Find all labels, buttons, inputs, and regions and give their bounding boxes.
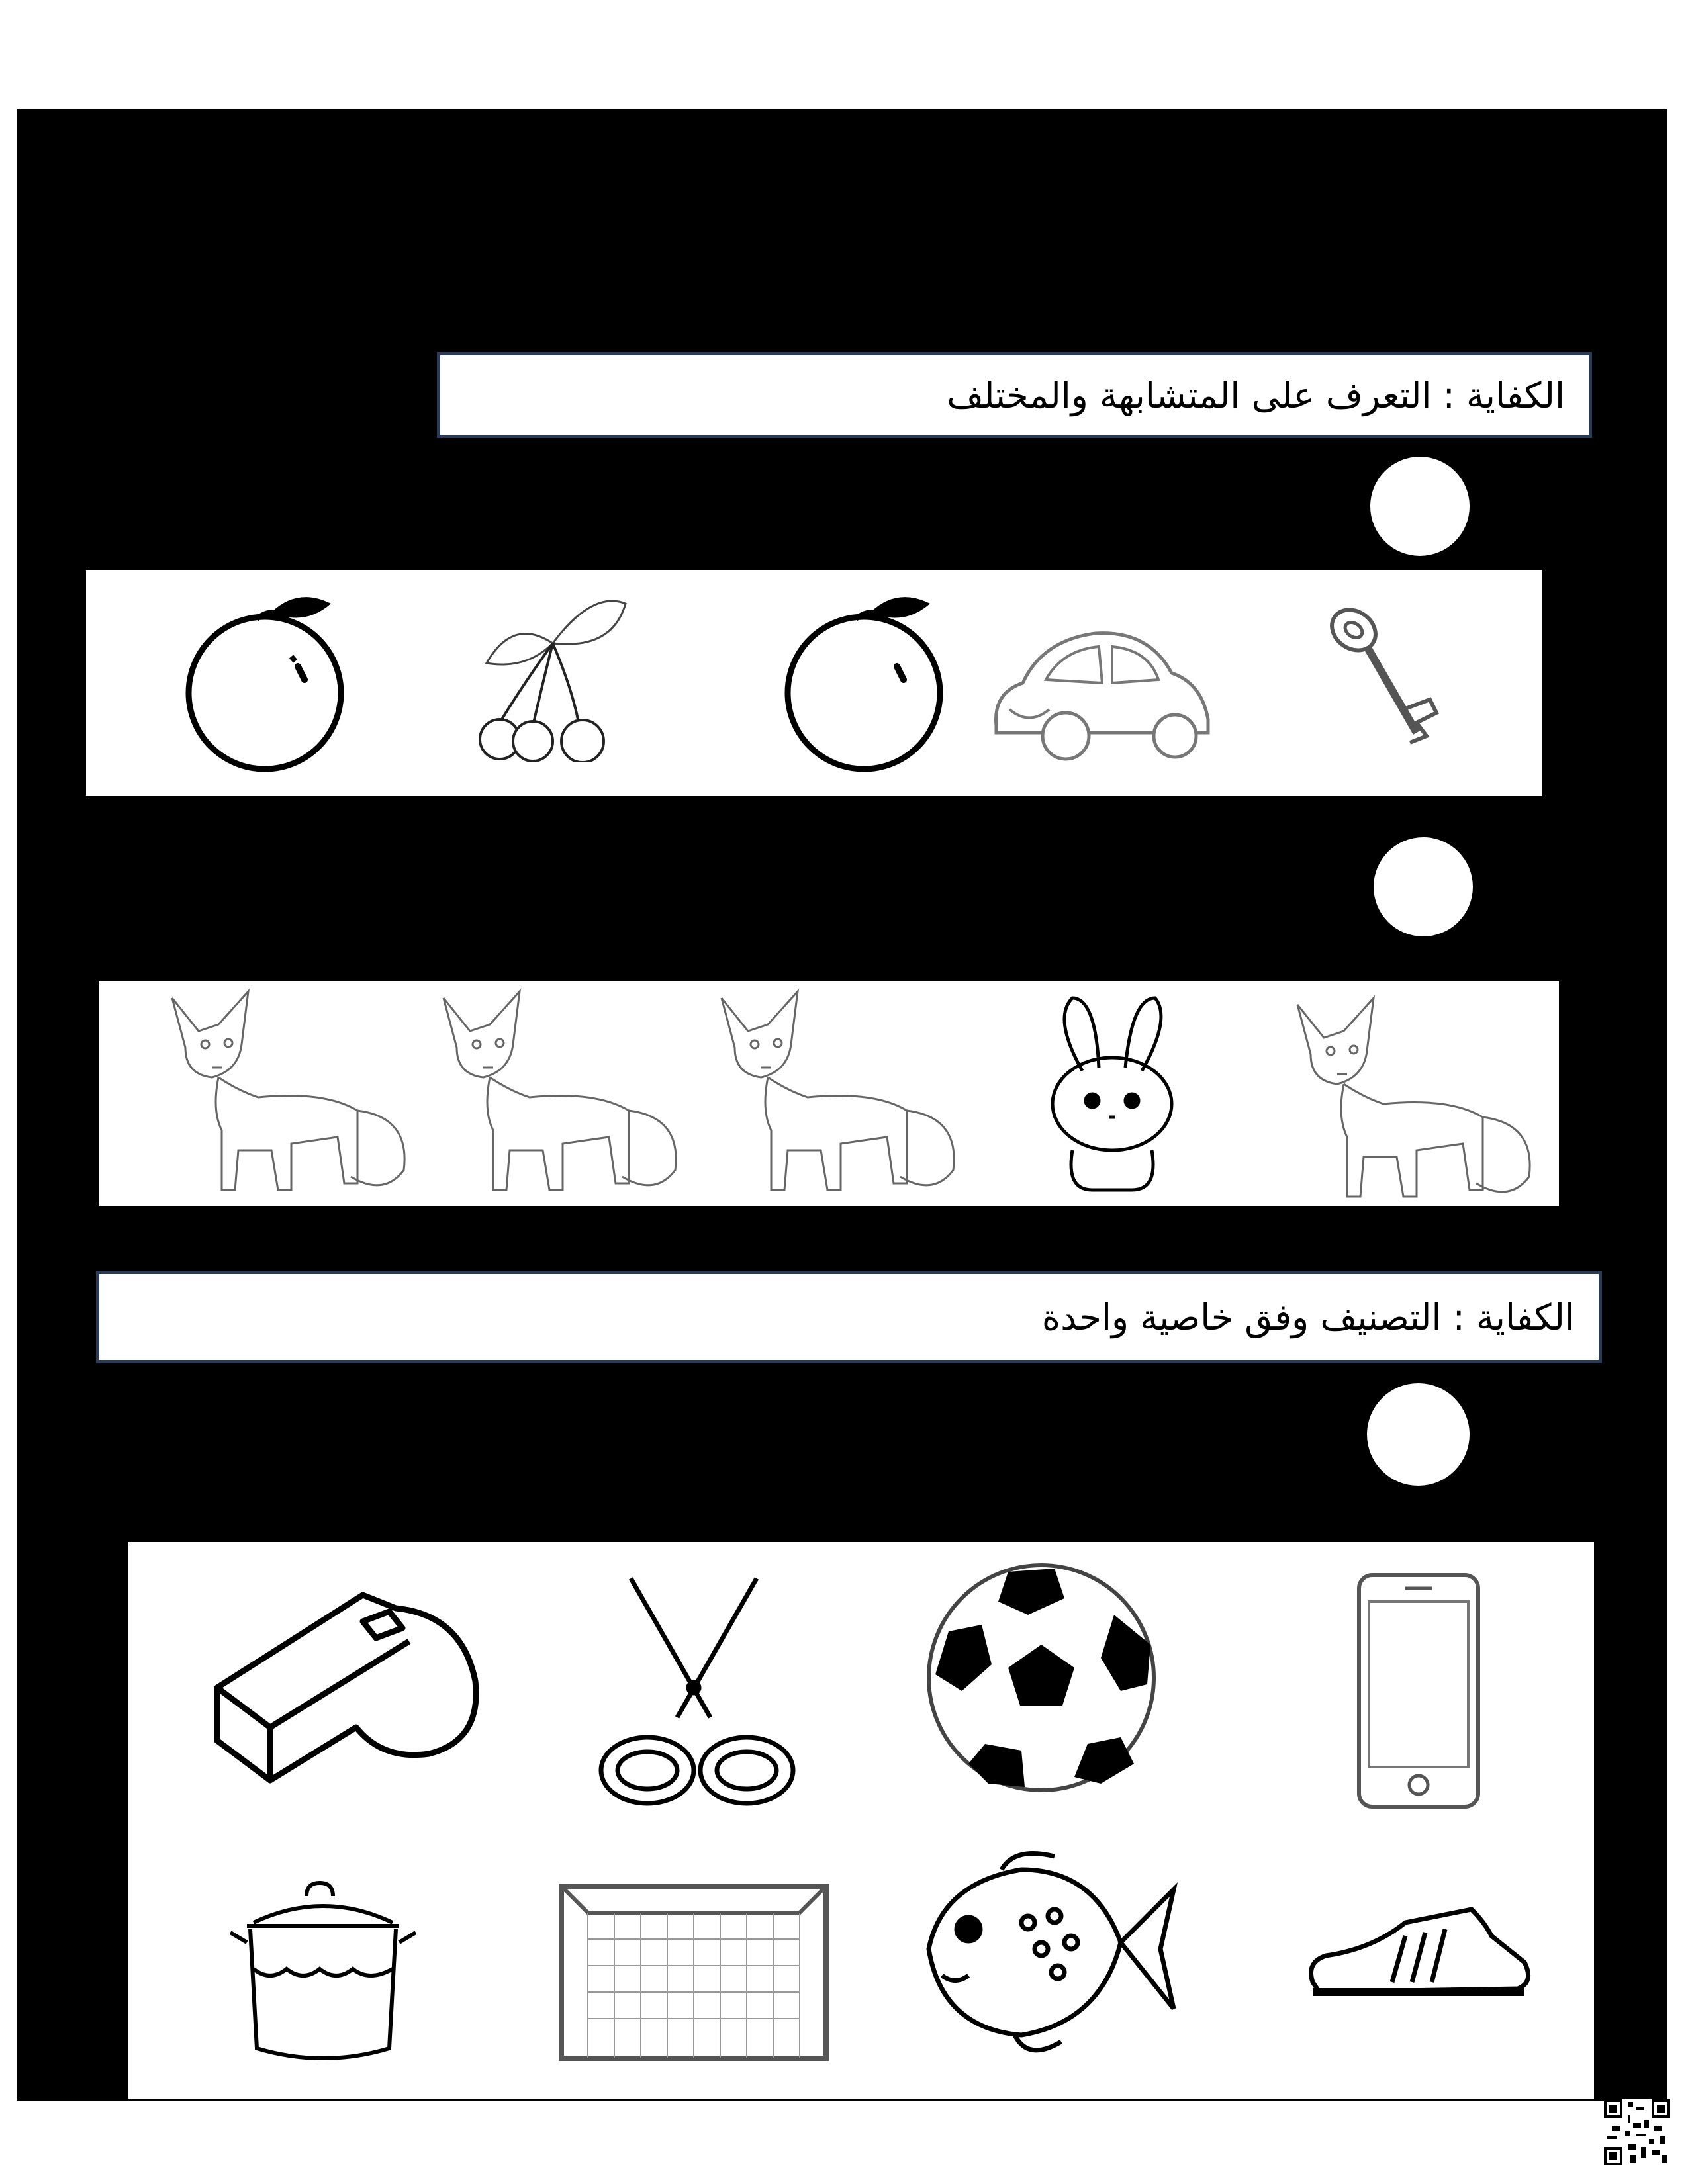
fish-icon[interactable] <box>915 1843 1180 2068</box>
competency-1-text: الكفاية : التعرف على المتشابهة والمختلف <box>947 374 1565 416</box>
cooking-pot-icon[interactable] <box>224 1870 422 2068</box>
fox-icon[interactable] <box>708 985 960 1203</box>
orange-icon[interactable] <box>179 580 351 779</box>
image-row-2 <box>99 981 1559 1206</box>
key-icon[interactable] <box>1317 600 1450 759</box>
classification-grid <box>128 1542 1594 2099</box>
car-icon[interactable] <box>983 620 1221 766</box>
competency-2-text: الكفاية : التصنيف وفق خاصية واحدة <box>1041 1296 1575 1338</box>
soccer-goal-icon[interactable] <box>555 1873 833 2071</box>
competency-banner-1 <box>437 352 1592 438</box>
cherries-icon[interactable] <box>460 590 632 762</box>
competency-banner-2 <box>96 1271 1602 1363</box>
phone-icon[interactable] <box>1352 1572 1485 1810</box>
rabbit-icon[interactable] <box>1026 991 1198 1197</box>
fox-icon[interactable] <box>1284 991 1536 1210</box>
answer-circle-2[interactable] <box>1374 837 1473 936</box>
answer-circle-1[interactable] <box>1370 457 1470 556</box>
scissors-icon[interactable] <box>591 1572 803 1823</box>
whistle-icon[interactable] <box>211 1582 495 1794</box>
orange-icon[interactable] <box>778 580 950 779</box>
fox-icon[interactable] <box>159 985 410 1203</box>
soccer-ball-icon[interactable] <box>922 1552 1160 1803</box>
qr-code-icon <box>1604 2099 1670 2165</box>
sports-shoe-icon[interactable] <box>1299 1896 1538 2015</box>
image-row-1 <box>86 570 1542 796</box>
answer-circle-3[interactable] <box>1367 1383 1470 1486</box>
fox-icon[interactable] <box>430 985 682 1203</box>
